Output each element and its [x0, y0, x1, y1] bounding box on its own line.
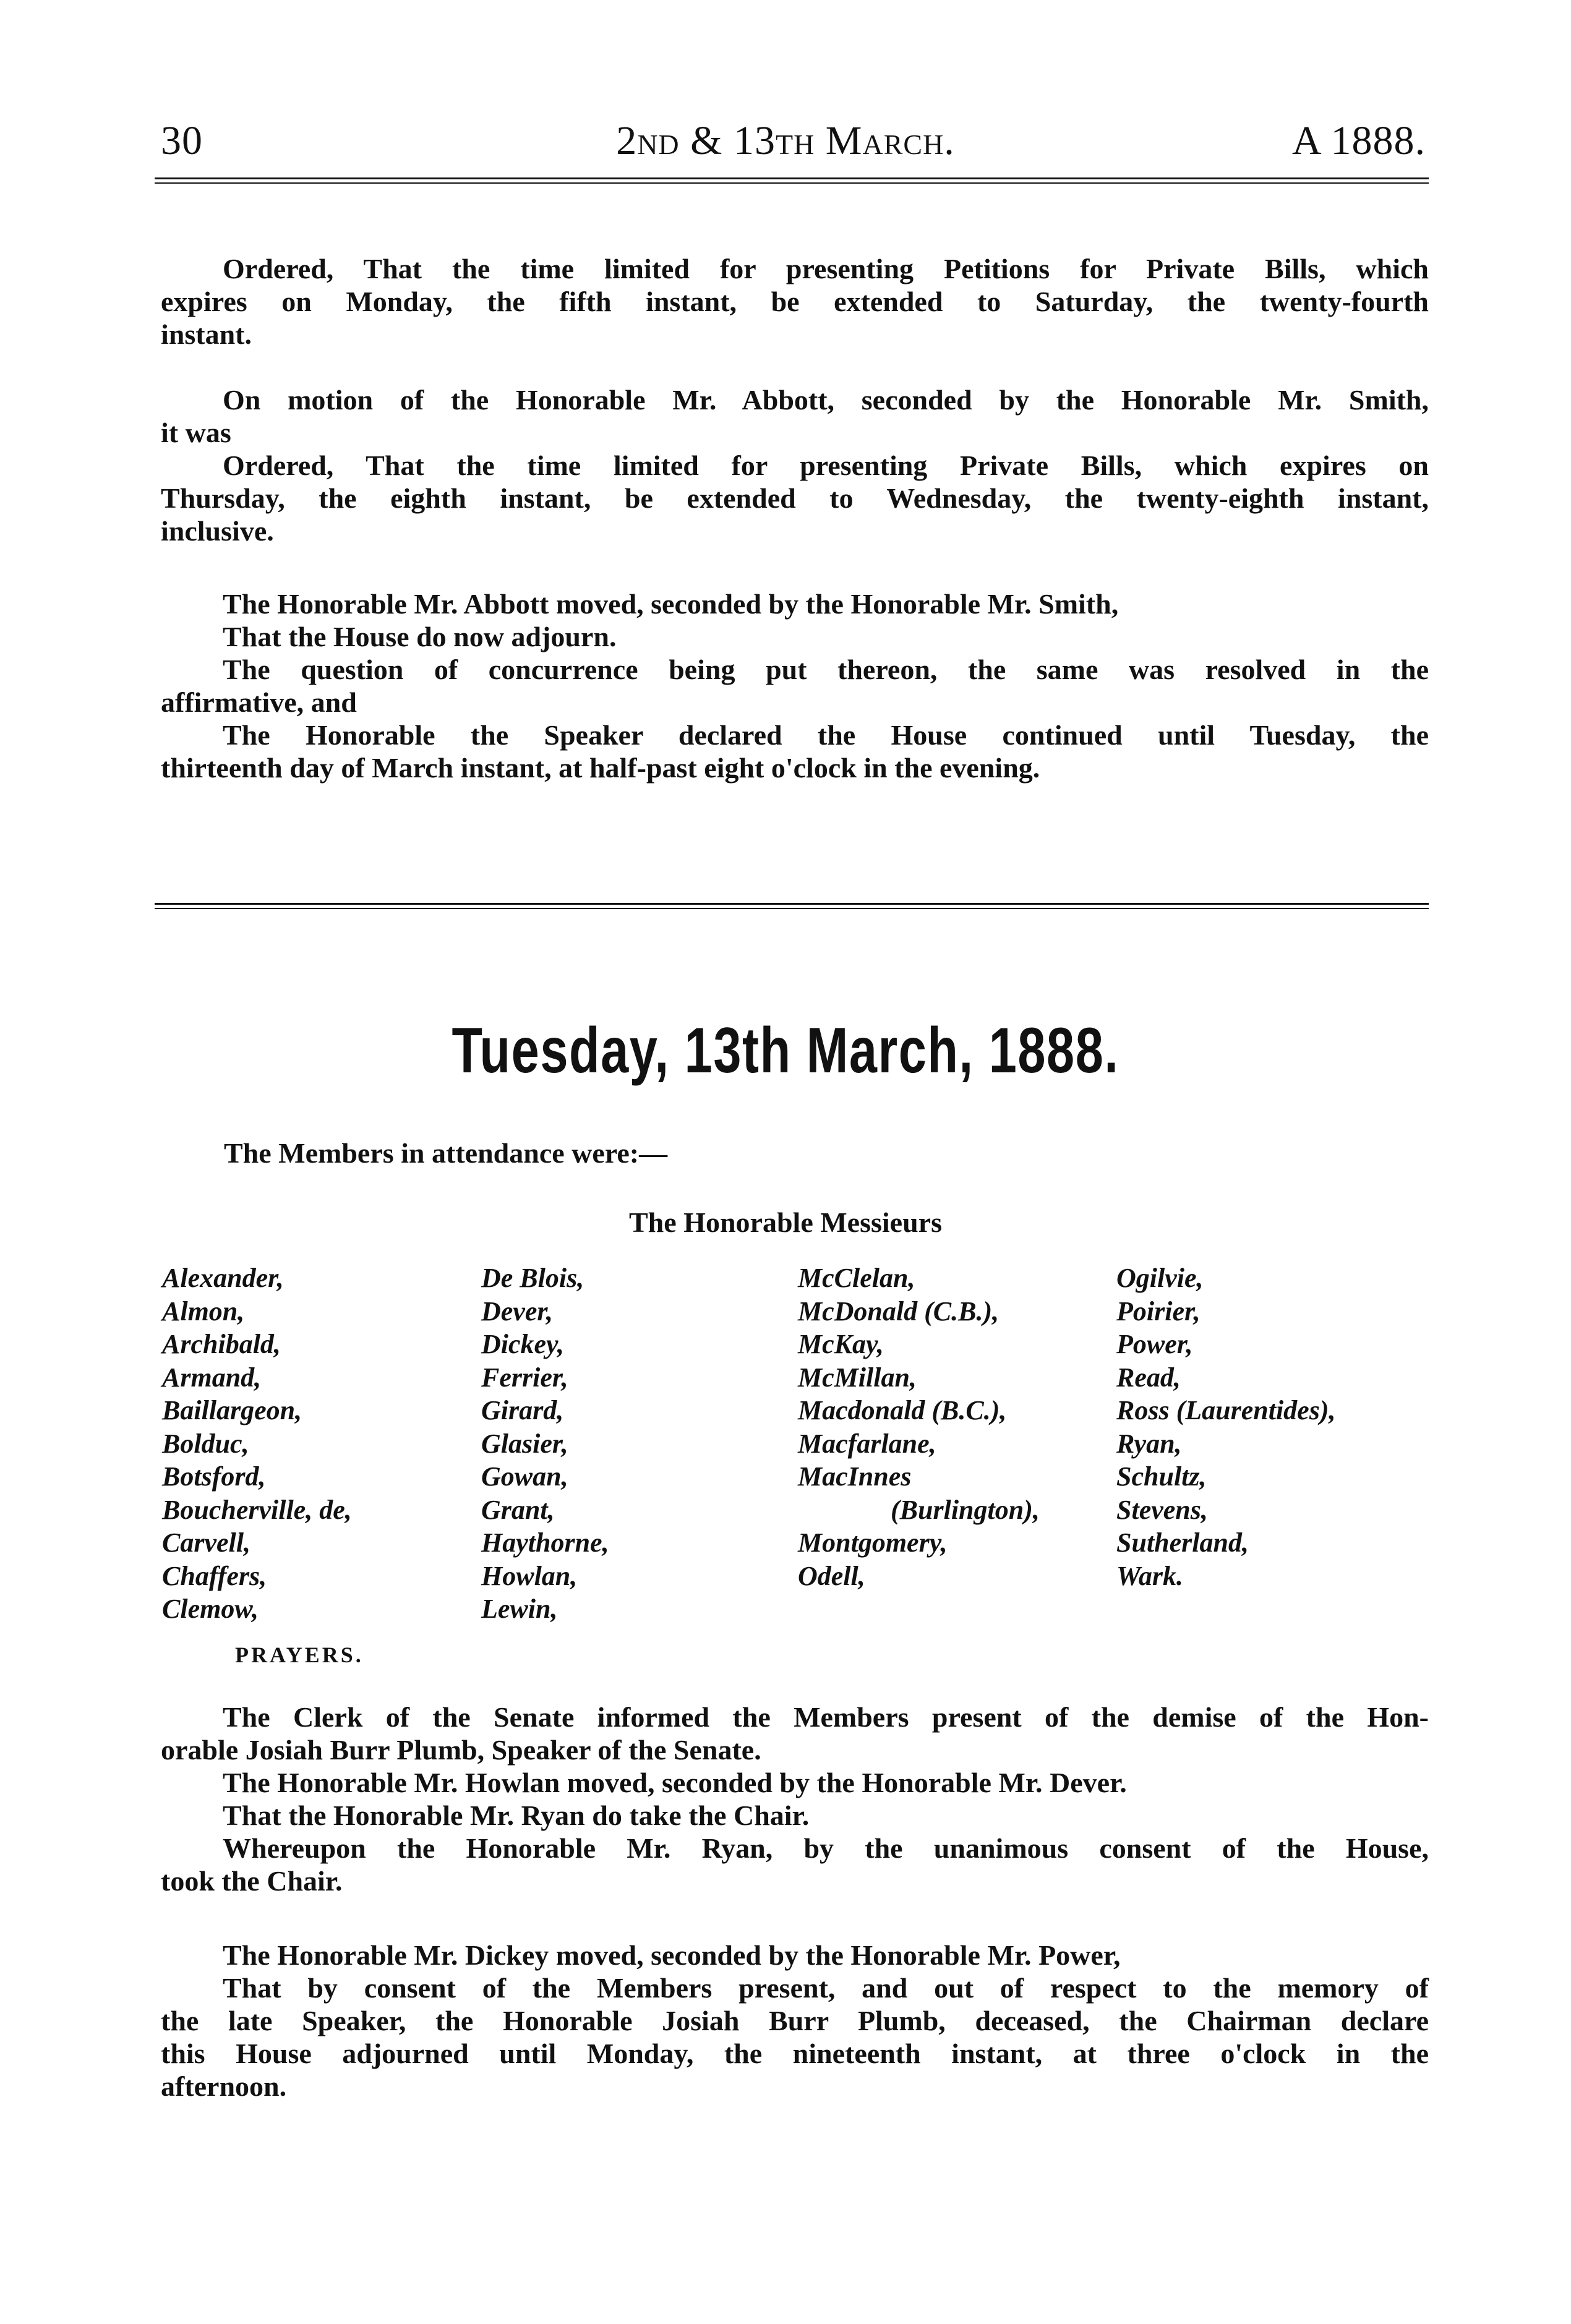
- member-name: Ryan,: [1116, 1428, 1182, 1459]
- members-column-2: [481, 1262, 609, 1626]
- member-name: Lewin,: [481, 1594, 558, 1624]
- text-line: The Honorable the Speaker declared the House continued until Tuesday, the: [223, 719, 1429, 751]
- member-name: Poirier,: [1116, 1296, 1201, 1326]
- text-line: took the Chair.: [161, 1865, 343, 1897]
- header-rule-bottom: [155, 182, 1429, 184]
- prayers-heading: PRAYERS.: [235, 1643, 364, 1667]
- member-name: Wark.: [1116, 1560, 1183, 1591]
- member-name: Glasier,: [481, 1428, 568, 1459]
- member-name: Dickey,: [481, 1329, 564, 1359]
- day-heading: Tuesday, 13th March, 1888.: [452, 1015, 1119, 1087]
- member-name: Schultz,: [1116, 1461, 1207, 1492]
- member-name: Howlan,: [481, 1560, 578, 1591]
- text-line: Thursday, the eighth instant, be extended to Wednesday, the twenty-eighth instant,: [161, 482, 1429, 514]
- member-name: Archibald,: [162, 1329, 281, 1359]
- member-name: MacInnes: [798, 1461, 912, 1492]
- header-rule-top: [155, 177, 1429, 179]
- member-name: Haythorne,: [481, 1527, 609, 1558]
- paragraph-petitions-order: [161, 252, 1429, 351]
- members-intro: The Members in attendance were:—: [224, 1137, 668, 1169]
- member-name: Bolduc,: [162, 1428, 249, 1459]
- section-divider-top: [155, 903, 1429, 905]
- member-name: Ross (Laurentides),: [1116, 1395, 1336, 1425]
- member-name: Chaffers,: [162, 1560, 267, 1591]
- member-name: Baillargeon,: [162, 1395, 302, 1425]
- text-line: The Clerk of the Senate informed the Members present of the demise of the Hon-: [223, 1701, 1429, 1733]
- member-name: Dever,: [481, 1296, 554, 1326]
- page-number: 30: [161, 118, 203, 163]
- text-line: affirmative, and: [161, 686, 357, 718]
- members-column-1: [162, 1262, 352, 1626]
- member-name: Odell,: [798, 1560, 865, 1591]
- text-line: The Honorable Mr. Abbott moved, seconded by the Honorable Mr. Smith,: [223, 588, 1119, 620]
- paragraph-speaker-demise: [161, 1701, 1429, 1897]
- text-line: afternoon.: [161, 2070, 287, 2102]
- text-line: The question of concurrence being put thereon, the same was resolved in the: [223, 654, 1429, 685]
- text-line: it was: [161, 417, 231, 448]
- members-column-3: [798, 1262, 1040, 1592]
- member-name: Botsford,: [162, 1461, 266, 1492]
- messieurs-heading: The Honorable Messieurs: [629, 1207, 942, 1238]
- text-line: the late Speaker, the Honorable Josiah Burr Plumb, deceased, the Chairman declare: [161, 2005, 1429, 2036]
- member-name: Grant,: [481, 1494, 555, 1525]
- paragraph-adjournment: [161, 587, 1429, 784]
- paragraph-private-bills-order: [161, 383, 1429, 547]
- member-name: De Blois,: [481, 1263, 584, 1293]
- member-name: Carvell,: [162, 1527, 250, 1558]
- member-name: McClelan,: [798, 1263, 915, 1293]
- text-line: Whereupon the Honorable Mr. Ryan, by the unanimous consent of the House,: [223, 1832, 1429, 1864]
- member-name: McKay,: [798, 1329, 884, 1359]
- member-name: Alexander,: [162, 1263, 284, 1293]
- members-column-4: [1116, 1262, 1335, 1592]
- text-line: The Honorable Mr. Dickey moved, seconded by the Honorable Mr. Power,: [223, 1939, 1121, 1971]
- text-line: That the Honorable Mr. Ryan do take the Chair.: [223, 1800, 810, 1831]
- text-line: inclusive.: [161, 515, 274, 547]
- text-line: orable Josiah Burr Plumb, Speaker of the Senate.: [161, 1734, 761, 1766]
- member-name: Stevens,: [1116, 1494, 1208, 1525]
- member-name: Macfarlane,: [798, 1428, 936, 1459]
- text-line: thirteenth day of March instant, at half-past eight o'clock in the evening.: [161, 752, 1040, 784]
- running-header-year: A 1888.: [1291, 118, 1426, 163]
- paragraph-respect-adjournment: [161, 1939, 1429, 2103]
- text-line: That the House do now adjourn.: [223, 621, 617, 652]
- text-line: That by consent of the Members present, and out of respect to the memory of: [223, 1972, 1429, 2004]
- member-name: Power,: [1116, 1329, 1193, 1359]
- member-name: Read,: [1116, 1362, 1181, 1393]
- member-name: Girard,: [481, 1395, 564, 1425]
- text-line: this House adjourned until Monday, the nineteenth instant, at three o'clock in the: [161, 2038, 1429, 2069]
- member-name: Ogilvie,: [1116, 1263, 1204, 1293]
- member-name: Montgomery,: [798, 1527, 948, 1558]
- text-line: instant.: [161, 318, 252, 350]
- member-name: McMillan,: [798, 1362, 917, 1393]
- member-name: Gowan,: [481, 1461, 568, 1492]
- text-line: Ordered, That the time limited for presenting Petitions for Private Bills, which: [223, 253, 1429, 284]
- section-divider-bottom: [155, 908, 1429, 909]
- member-name: McDonald (C.B.),: [798, 1296, 1000, 1326]
- member-name: Almon,: [162, 1296, 245, 1326]
- member-name: Macdonald (B.C.),: [798, 1395, 1007, 1425]
- text-line: The Honorable Mr. Howlan moved, seconded by the Honorable Mr. Dever.: [223, 1767, 1127, 1798]
- member-name: Armand,: [162, 1362, 262, 1393]
- text-line: Ordered, That the time limited for presenting Private Bills, which expires on: [223, 450, 1429, 481]
- running-header-date: 2nd & 13th March.: [616, 118, 955, 163]
- member-name: Sutherland,: [1116, 1527, 1249, 1558]
- text-line: expires on Monday, the fifth instant, be extended to Saturday, the twenty-fourth: [161, 286, 1429, 317]
- member-name: Ferrier,: [481, 1362, 568, 1393]
- member-name: Boucherville, de,: [162, 1494, 352, 1525]
- member-name: Clemow,: [162, 1594, 259, 1624]
- text-line: On motion of the Honorable Mr. Abbott, seconded by the Honorable Mr. Smith,: [223, 384, 1429, 416]
- member-name: (Burlington),: [891, 1494, 1040, 1525]
